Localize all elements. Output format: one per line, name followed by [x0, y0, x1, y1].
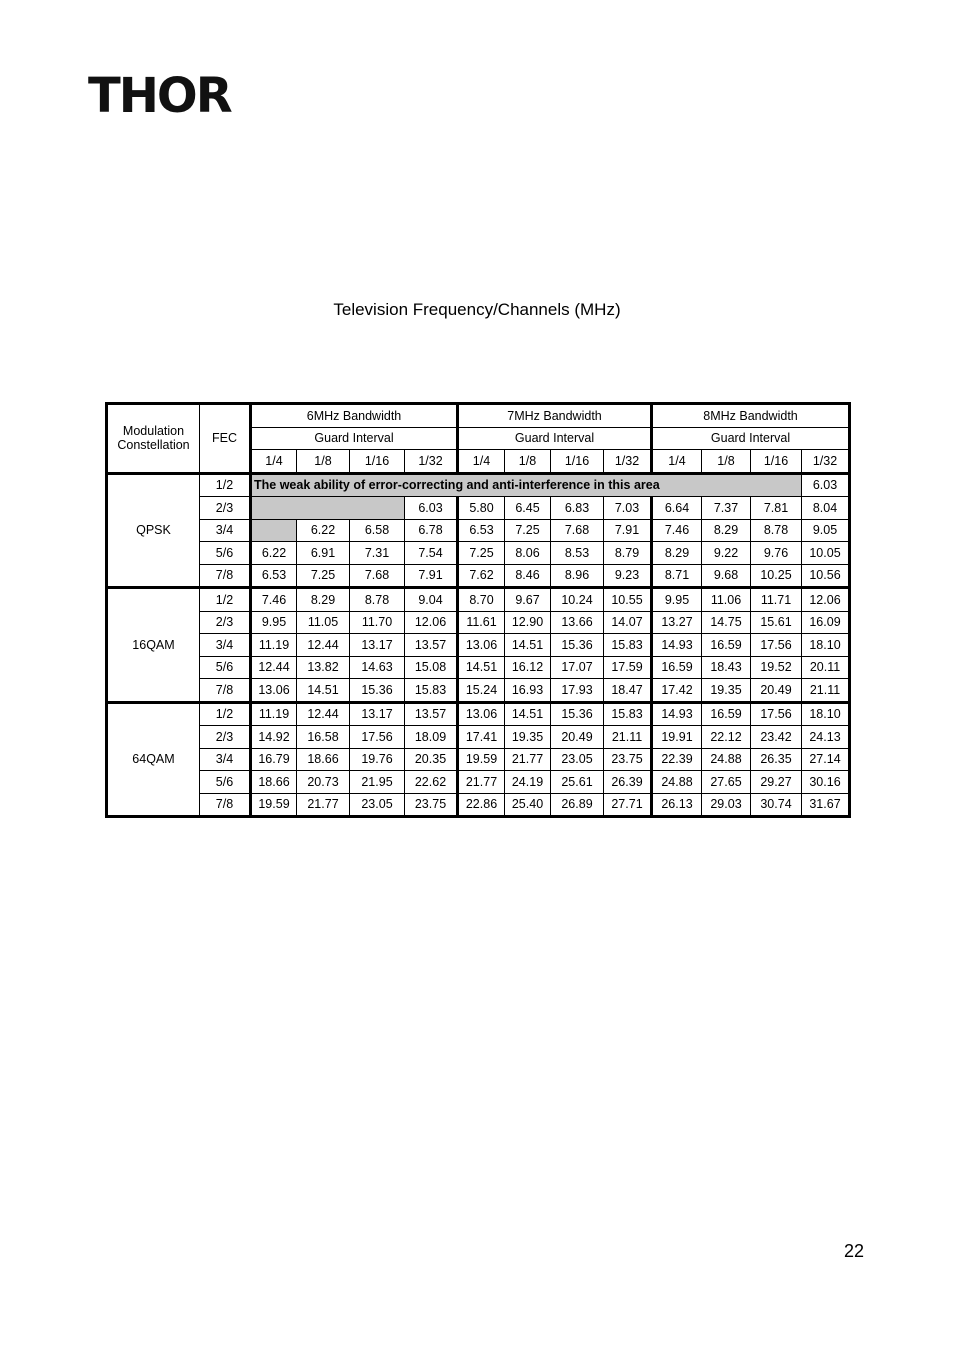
guard-interval-value: 1/8 [702, 450, 751, 474]
guard-interval-value: 1/32 [802, 450, 850, 474]
value-cell: 11.05 [297, 611, 350, 634]
value-cell: 8.78 [751, 519, 802, 542]
value-cell: 13.17 [350, 634, 405, 657]
value-cell: 9.22 [702, 542, 751, 565]
value-cell: 6.03 [802, 473, 850, 497]
value-cell: 11.70 [350, 611, 405, 634]
value-cell: 11.71 [751, 588, 802, 612]
fec-cell: 5/6 [200, 542, 251, 565]
value-cell: 14.93 [652, 634, 702, 657]
frequency-table [105, 402, 851, 818]
value-cell: 10.56 [802, 564, 850, 588]
value-cell: 17.07 [551, 656, 604, 679]
value-cell: 12.44 [297, 634, 350, 657]
value-cell: 7.25 [505, 519, 551, 542]
value-cell: 21.11 [802, 679, 850, 703]
table-row [107, 793, 850, 817]
value-cell: 11.19 [251, 634, 297, 657]
value-cell: 10.24 [551, 588, 604, 612]
value-cell: 6.22 [297, 519, 350, 542]
value-cell: 16.59 [702, 702, 751, 726]
weak-area-note: The weak ability of error-correcting and anti-interference in this area [251, 473, 802, 497]
value-cell: 7.81 [751, 497, 802, 520]
value-cell: 17.56 [350, 726, 405, 749]
value-cell: 18.66 [297, 748, 350, 771]
guard-interval-value: 1/4 [652, 450, 702, 474]
value-cell: 16.93 [505, 679, 551, 703]
value-cell: 13.06 [458, 702, 505, 726]
value-cell: 8.29 [297, 588, 350, 612]
value-cell: 9.68 [702, 564, 751, 588]
fec-cell: 1/2 [200, 473, 251, 497]
value-cell: 17.41 [458, 726, 505, 749]
value-cell: 19.76 [350, 748, 405, 771]
value-cell: 15.08 [405, 656, 458, 679]
table-row [107, 473, 850, 497]
value-cell: 14.93 [652, 702, 702, 726]
value-cell: 13.17 [350, 702, 405, 726]
table-row [107, 656, 850, 679]
guard-interval-value: 1/16 [551, 450, 604, 474]
table-row [107, 542, 850, 565]
value-cell: 6.53 [458, 519, 505, 542]
value-cell: 13.57 [405, 634, 458, 657]
fec-cell: 7/8 [200, 564, 251, 588]
table-row [107, 564, 850, 588]
value-cell: 31.67 [802, 793, 850, 817]
guard-interval-value: 1/32 [604, 450, 652, 474]
value-cell: 19.35 [702, 679, 751, 703]
value-cell: 22.86 [458, 793, 505, 817]
value-cell: 15.83 [604, 634, 652, 657]
table-row [107, 588, 850, 612]
fec-cell: 7/8 [200, 679, 251, 703]
fec-cell: 5/6 [200, 656, 251, 679]
value-cell: 13.57 [405, 702, 458, 726]
value-cell: 13.06 [458, 634, 505, 657]
value-cell: 19.52 [751, 656, 802, 679]
table-row [107, 748, 850, 771]
table-row [107, 726, 850, 749]
value-cell: 9.05 [802, 519, 850, 542]
value-cell: 21.77 [297, 793, 350, 817]
modulation-cell: 64QAM [107, 702, 200, 817]
value-cell: 7.91 [405, 564, 458, 588]
value-cell: 17.56 [751, 634, 802, 657]
value-cell: 14.75 [702, 611, 751, 634]
value-cell: 7.25 [297, 564, 350, 588]
value-cell: 19.91 [652, 726, 702, 749]
value-cell: 9.04 [405, 588, 458, 612]
value-cell: 6.91 [297, 542, 350, 565]
value-cell: 7.62 [458, 564, 505, 588]
bandwidth-header: 6MHz Bandwidth [251, 404, 458, 428]
weak-area-shading [251, 519, 297, 542]
value-cell: 27.71 [604, 793, 652, 817]
value-cell: 6.03 [405, 497, 458, 520]
value-cell: 7.03 [604, 497, 652, 520]
guard-interval-value: 1/16 [350, 450, 405, 474]
fec-cell: 1/2 [200, 702, 251, 726]
value-cell: 18.09 [405, 726, 458, 749]
value-cell: 17.59 [604, 656, 652, 679]
value-cell: 7.46 [652, 519, 702, 542]
value-cell: 12.90 [505, 611, 551, 634]
value-cell: 19.59 [251, 793, 297, 817]
weak-area-shading [251, 497, 405, 520]
guard-interval-value: 1/32 [405, 450, 458, 474]
value-cell: 19.35 [505, 726, 551, 749]
value-cell: 11.19 [251, 702, 297, 726]
fec-cell: 7/8 [200, 793, 251, 817]
value-cell: 25.61 [551, 771, 604, 794]
value-cell: 15.24 [458, 679, 505, 703]
guard-interval-header: Guard Interval [652, 427, 850, 450]
value-cell: 21.11 [604, 726, 652, 749]
value-cell: 6.83 [551, 497, 604, 520]
value-cell: 12.44 [251, 656, 297, 679]
value-cell: 12.06 [802, 588, 850, 612]
value-cell: 7.46 [251, 588, 297, 612]
value-cell: 6.78 [405, 519, 458, 542]
value-cell: 23.42 [751, 726, 802, 749]
value-cell: 17.56 [751, 702, 802, 726]
value-cell: 23.75 [405, 793, 458, 817]
value-cell: 27.65 [702, 771, 751, 794]
value-cell: 14.07 [604, 611, 652, 634]
value-cell: 6.45 [505, 497, 551, 520]
modulation-header: Modulation Constellation [107, 404, 200, 474]
value-cell: 14.63 [350, 656, 405, 679]
value-cell: 8.70 [458, 588, 505, 612]
value-cell: 7.91 [604, 519, 652, 542]
value-cell: 27.14 [802, 748, 850, 771]
value-cell: 20.49 [751, 679, 802, 703]
value-cell: 12.44 [297, 702, 350, 726]
value-cell: 6.53 [251, 564, 297, 588]
value-cell: 24.13 [802, 726, 850, 749]
value-cell: 11.06 [702, 588, 751, 612]
value-cell: 5.80 [458, 497, 505, 520]
value-cell: 16.09 [802, 611, 850, 634]
value-cell: 26.13 [652, 793, 702, 817]
guard-interval-value: 1/8 [297, 450, 350, 474]
value-cell: 21.77 [458, 771, 505, 794]
table-row [107, 634, 850, 657]
value-cell: 9.67 [505, 588, 551, 612]
value-cell: 20.35 [405, 748, 458, 771]
value-cell: 7.68 [350, 564, 405, 588]
value-cell: 8.46 [505, 564, 551, 588]
thor-logo [88, 66, 254, 126]
value-cell: 20.73 [297, 771, 350, 794]
table-row [107, 611, 850, 634]
value-cell: 16.59 [652, 656, 702, 679]
value-cell: 13.27 [652, 611, 702, 634]
value-cell: 20.11 [802, 656, 850, 679]
value-cell: 16.79 [251, 748, 297, 771]
value-cell: 15.36 [551, 702, 604, 726]
value-cell: 24.88 [652, 771, 702, 794]
value-cell: 14.51 [458, 656, 505, 679]
value-cell: 18.10 [802, 702, 850, 726]
modulation-cell: 16QAM [107, 588, 200, 703]
value-cell: 14.92 [251, 726, 297, 749]
value-cell: 30.16 [802, 771, 850, 794]
guard-interval-header: Guard Interval [251, 427, 458, 450]
value-cell: 19.59 [458, 748, 505, 771]
value-cell: 7.37 [702, 497, 751, 520]
fec-cell: 1/2 [200, 588, 251, 612]
value-cell: 9.95 [652, 588, 702, 612]
fec-cell: 2/3 [200, 497, 251, 520]
value-cell: 15.61 [751, 611, 802, 634]
page-number: 22 [843, 1241, 864, 1261]
fec-header: FEC [200, 404, 251, 474]
value-cell: 18.43 [702, 656, 751, 679]
guard-interval-value: 1/16 [751, 450, 802, 474]
table-row [107, 497, 850, 520]
value-cell: 13.82 [297, 656, 350, 679]
value-cell: 15.36 [551, 634, 604, 657]
fec-cell: 2/3 [200, 611, 251, 634]
value-cell: 20.49 [551, 726, 604, 749]
value-cell: 22.12 [702, 726, 751, 749]
value-cell: 9.95 [251, 611, 297, 634]
value-cell: 8.04 [802, 497, 850, 520]
value-cell: 8.53 [551, 542, 604, 565]
value-cell: 6.58 [350, 519, 405, 542]
page-title: Television Frequency/Channels (MHz) [333, 300, 621, 319]
modulation-cell: QPSK [107, 473, 200, 588]
value-cell: 24.88 [702, 748, 751, 771]
value-cell: 6.22 [251, 542, 297, 565]
bandwidth-header: 8MHz Bandwidth [652, 404, 850, 428]
value-cell: 13.06 [251, 679, 297, 703]
fec-cell: 3/4 [200, 519, 251, 542]
value-cell: 26.89 [551, 793, 604, 817]
value-cell: 15.83 [405, 679, 458, 703]
guard-interval-value: 1/8 [505, 450, 551, 474]
guard-interval-value: 1/4 [458, 450, 505, 474]
value-cell: 23.75 [604, 748, 652, 771]
value-cell: 23.05 [350, 793, 405, 817]
value-cell: 12.06 [405, 611, 458, 634]
value-cell: 21.95 [350, 771, 405, 794]
bandwidth-header: 7MHz Bandwidth [458, 404, 652, 428]
value-cell: 29.27 [751, 771, 802, 794]
value-cell: 8.29 [702, 519, 751, 542]
value-cell: 8.06 [505, 542, 551, 565]
value-cell: 8.71 [652, 564, 702, 588]
value-cell: 15.36 [350, 679, 405, 703]
value-cell: 9.23 [604, 564, 652, 588]
guard-interval-value: 1/4 [251, 450, 297, 474]
value-cell: 17.93 [551, 679, 604, 703]
value-cell: 16.59 [702, 634, 751, 657]
value-cell: 30.74 [751, 793, 802, 817]
value-cell: 8.78 [350, 588, 405, 612]
value-cell: 7.54 [405, 542, 458, 565]
value-cell: 15.83 [604, 702, 652, 726]
value-cell: 18.10 [802, 634, 850, 657]
value-cell: 11.61 [458, 611, 505, 634]
value-cell: 13.66 [551, 611, 604, 634]
value-cell: 18.66 [251, 771, 297, 794]
value-cell: 22.39 [652, 748, 702, 771]
value-cell: 16.12 [505, 656, 551, 679]
value-cell: 14.51 [505, 634, 551, 657]
value-cell: 7.31 [350, 542, 405, 565]
value-cell: 10.25 [751, 564, 802, 588]
value-cell: 26.35 [751, 748, 802, 771]
value-cell: 14.51 [297, 679, 350, 703]
value-cell: 7.25 [458, 542, 505, 565]
value-cell: 10.05 [802, 542, 850, 565]
value-cell: 9.76 [751, 542, 802, 565]
value-cell: 25.40 [505, 793, 551, 817]
table-row [107, 771, 850, 794]
value-cell: 21.77 [505, 748, 551, 771]
value-cell: 10.55 [604, 588, 652, 612]
value-cell: 29.03 [702, 793, 751, 817]
value-cell: 14.51 [505, 702, 551, 726]
table-row [107, 519, 850, 542]
logo-text: THOR [88, 68, 231, 124]
header-row-bandwidth [107, 404, 850, 428]
value-cell: 8.79 [604, 542, 652, 565]
value-cell: 8.96 [551, 564, 604, 588]
value-cell: 22.62 [405, 771, 458, 794]
value-cell: 26.39 [604, 771, 652, 794]
value-cell: 6.64 [652, 497, 702, 520]
fec-cell: 3/4 [200, 634, 251, 657]
fec-cell: 5/6 [200, 771, 251, 794]
value-cell: 8.29 [652, 542, 702, 565]
guard-interval-header: Guard Interval [458, 427, 652, 450]
table-row [107, 679, 850, 703]
fec-cell: 3/4 [200, 748, 251, 771]
value-cell: 17.42 [652, 679, 702, 703]
value-cell: 18.47 [604, 679, 652, 703]
table-row [107, 702, 850, 726]
value-cell: 16.58 [297, 726, 350, 749]
value-cell: 7.68 [551, 519, 604, 542]
value-cell: 23.05 [551, 748, 604, 771]
value-cell: 24.19 [505, 771, 551, 794]
fec-cell: 2/3 [200, 726, 251, 749]
